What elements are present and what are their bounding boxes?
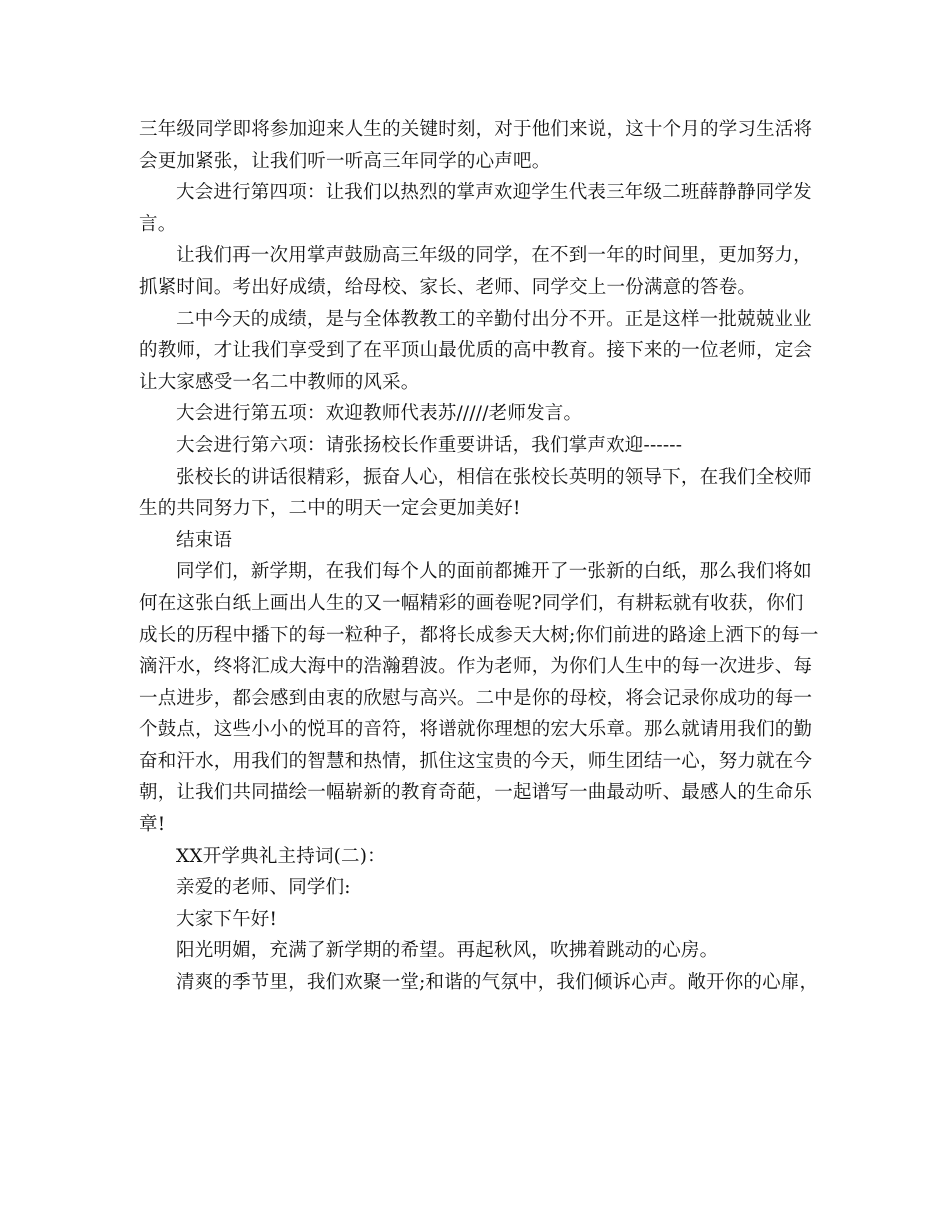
document-body xyxy=(139,114,819,999)
paragraph-3: 让我们再一次用掌声鼓励高三年级的同学，在不到一年的时间里，更加努力，抓紧时间。考出好成绩，给母校、家长、老师、同学交上一份满意的答卷。 xyxy=(139,245,812,298)
paragraph-8: 同学们，新学期，在我们每个人的面前都摊开了一张新的白纸，那么我们将如何在这张白纸上画出人生的又一幅精彩的画卷呢?同学们，有耕耘就有收获，你们成长的历程中播下的每一粒种子，都将长成参天大树;你们前进的路途上洒下的每一滴汗水，终将汇成大海中的浩瀚碧波。作为老师，为你们人生中的每一次进步、每一点进步，都会感到由衷的欣慰与高兴。二中是你的母校，将会记录你成功的每一个鼓点，这些小小的悦耳的音符，将谱就你理想的宏大乐章。那么就请用我们的勤奋和汗水，用我们的智慧和热情，抓住这宝贵的今天，师生团结一心，努力就在今朝，让我们共同描绘一幅崭新的教育奇葩，一起谱写一曲最动听、最感人的生命乐章! xyxy=(139,561,819,836)
paragraph-1: 三年级同学即将参加迎来人生的关键时刻，对于他们来说，这十个月的学习生活将会更加紧张，让我们听一听高三年同学的心声吧。 xyxy=(139,119,813,172)
section-heading-part-two: XX开学典礼主持词(二)： xyxy=(176,845,386,867)
section-heading-closing: 结束语 xyxy=(176,529,233,551)
paragraph-9: 阳光明媚，充满了新学期的希望。再起秋风，吹拂着跳动的心房。 xyxy=(176,940,719,962)
paragraph-7: 张校长的讲话很精彩，振奋人心，相信在张校长英明的领导下，在我们全校师生的共同努力下，二中的明天一定会更加美好! xyxy=(139,466,812,520)
greeting-afternoon: 大家下午好! xyxy=(176,908,278,930)
paragraph-4: 二中今天的成绩，是与全体教教工的辛勤付出分不开。正是这样一批兢兢业业的教师，才让我们享受到了在平顶山最优质的高中教育。接下来的一位老师，定会让大家感受一名二中教师的风采。 xyxy=(139,308,813,393)
paragraph-6: 大会进行第六项：请张扬校长作重要讲话，我们掌声欢迎------ xyxy=(176,434,683,456)
greeting-line: 亲爱的老师、同学们: xyxy=(176,877,351,899)
paragraph-2: 大会进行第四项：让我们以热烈的掌声欢迎学生代表三年级二班薛静静同学发言。 xyxy=(139,182,812,235)
paragraph-10: 清爽的季节里，我们欢聚一堂;和谐的气氛中，我们倾诉心声。敞开你的心扉， xyxy=(176,972,819,994)
paragraph-5: 大会进行第五项：欢迎教师代表苏/////老师发言。 xyxy=(176,403,583,425)
